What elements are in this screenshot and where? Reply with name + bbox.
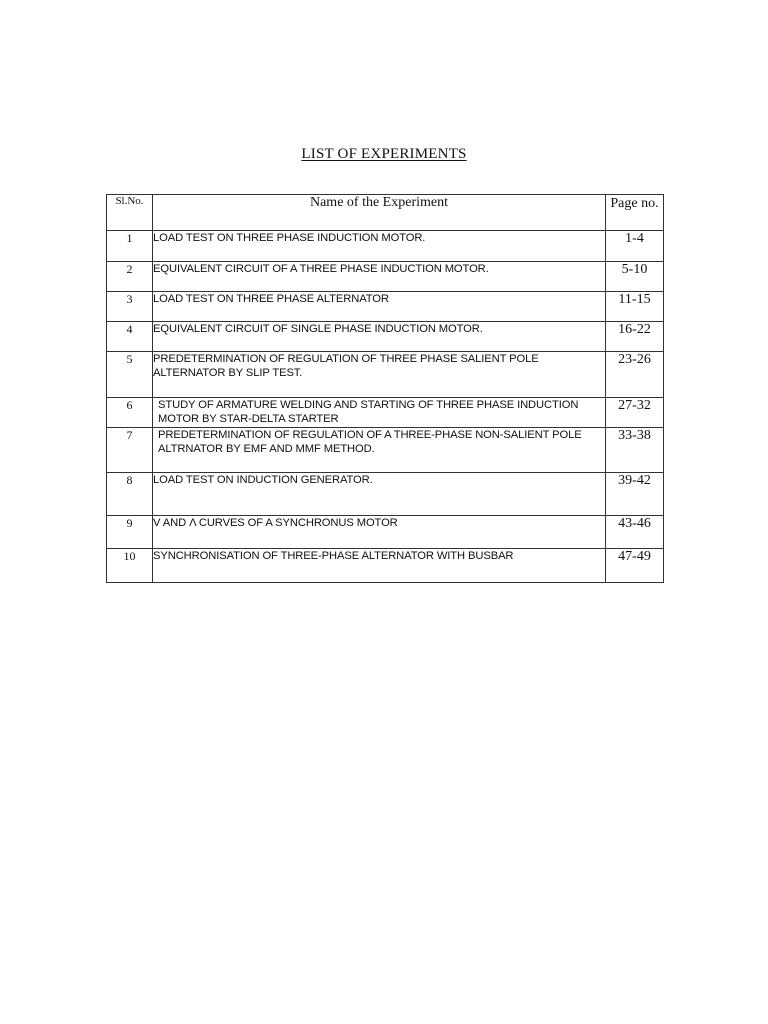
- experiment-sl: 1: [107, 231, 153, 262]
- table-row: [107, 262, 664, 292]
- table-header-row: [107, 195, 664, 231]
- header-page-no: Page no.: [606, 195, 664, 231]
- experiment-sl: 9: [107, 516, 153, 549]
- experiment-sl: 4: [107, 322, 153, 352]
- experiment-sl: 7: [107, 428, 153, 473]
- page-title: LIST OF EXPERIMENTS: [301, 146, 467, 162]
- table-row: [107, 473, 664, 516]
- experiment-page: 1-4: [606, 231, 664, 262]
- experiment-name: V AND Λ CURVES OF A SYNCHRONUS MOTOR: [153, 516, 606, 549]
- table-row: [107, 322, 664, 352]
- header-experiment-name: Name of the Experiment: [153, 195, 606, 231]
- experiment-name: PREDETERMINATION OF REGULATION OF THREE PHASE SALIENT POLE ALTERNATOR BY SLIP TEST.: [153, 352, 606, 398]
- experiment-page: 47-49: [606, 549, 664, 583]
- table-row: [107, 516, 664, 549]
- experiment-sl: 3: [107, 292, 153, 322]
- experiment-sl: 10: [107, 549, 153, 583]
- experiment-name: EQUIVALENT CIRCUIT OF SINGLE PHASE INDUCTION MOTOR.: [153, 322, 606, 352]
- experiment-name: SYNCHRONISATION OF THREE-PHASE ALTERNATOR WITH BUSBAR: [153, 549, 606, 583]
- experiment-sl: 5: [107, 352, 153, 398]
- table-row: [107, 292, 664, 322]
- experiment-name: PREDETERMINATION OF REGULATION OF A THREE-PHASE NON-SALIENT POLE ALTRNATOR BY EMF AND MMF METHOD.: [153, 428, 606, 473]
- experiment-page: 27-32: [606, 398, 664, 428]
- experiment-page: 39-42: [606, 473, 664, 516]
- table-row: [107, 398, 664, 428]
- experiment-sl: 6: [107, 398, 153, 428]
- experiment-name: EQUIVALENT CIRCUIT OF A THREE PHASE INDUCTION MOTOR.: [153, 262, 606, 292]
- experiment-name: LOAD TEST ON THREE PHASE ALTERNATOR: [153, 292, 606, 322]
- experiment-sl: 2: [107, 262, 153, 292]
- experiment-name: STUDY OF ARMATURE WELDING AND STARTING OF THREE PHASE INDUCTION MOTOR BY STAR-DELTA STARTER: [153, 398, 606, 428]
- experiment-page: 33-38: [606, 428, 664, 473]
- table-row: [107, 352, 664, 398]
- experiment-page: 5-10: [606, 262, 664, 292]
- experiment-name: LOAD TEST ON THREE PHASE INDUCTION MOTOR.: [153, 231, 606, 262]
- header-sl-no: Sl.No.: [107, 195, 153, 231]
- experiment-page: 43-46: [606, 516, 664, 549]
- experiment-name: LOAD TEST ON INDUCTION GENERATOR.: [153, 473, 606, 516]
- table-row: [107, 549, 664, 583]
- table-row: [107, 231, 664, 262]
- table-row: [107, 428, 664, 473]
- experiment-page: 23-26: [606, 352, 664, 398]
- experiment-sl: 8: [107, 473, 153, 516]
- experiment-page: 16-22: [606, 322, 664, 352]
- experiments-table: [106, 194, 664, 583]
- experiment-page: 11-15: [606, 292, 664, 322]
